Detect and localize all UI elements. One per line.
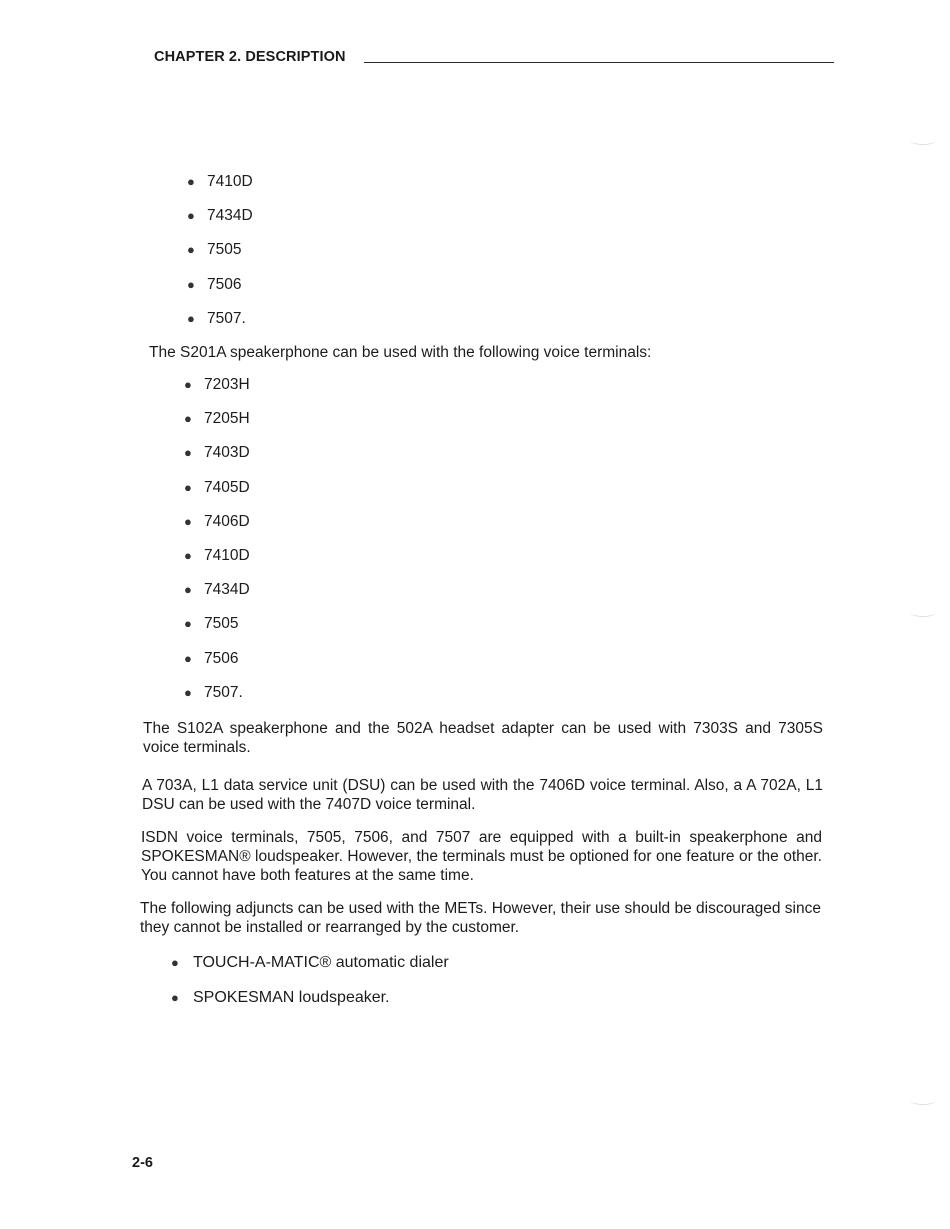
list-item: ● 7505: [184, 615, 239, 633]
bullet-icon: ●: [184, 616, 192, 632]
list-item: ● 7506: [184, 649, 239, 667]
paragraph-s102a: The S102A speakerphone and the 502A headset adapter can be used with 7303S and 7305S voice terminals.: [143, 720, 823, 756]
scan-edge-mark: [910, 1096, 936, 1105]
list-item: ● 7505: [187, 241, 242, 259]
bullet-icon: ●: [187, 242, 195, 258]
paragraph-adjuncts-intro: The following adjuncts can be used with the METs. However, their use should be discouraged since they cannot be installed or rearranged by the customer.: [140, 900, 821, 936]
bullet-icon: ●: [184, 582, 192, 598]
bullet-icon: ●: [171, 990, 179, 1005]
adjunct-list: [171, 953, 449, 1023]
list-item: ● 7405D: [184, 478, 250, 496]
chapter-header: [154, 49, 834, 65]
list-item: ● 7406D: [184, 512, 250, 530]
bullet-icon: ●: [184, 547, 192, 563]
bullet-icon: ●: [184, 684, 192, 700]
list-item: ● 7434D: [184, 581, 250, 599]
bullet-icon: ●: [184, 411, 192, 427]
scan-edge-mark: [910, 136, 936, 145]
bullet-icon: ●: [184, 479, 192, 495]
header-rule: [364, 62, 834, 63]
list-item: ● 7203H: [184, 376, 250, 393]
page-number: 2-6: [132, 1155, 153, 1171]
bullet-icon: ●: [187, 276, 195, 292]
paragraph-s201a-intro: The S201A speakerphone can be used with the following voice terminals:: [149, 344, 652, 361]
paragraph-isdn-terminals: ISDN voice terminals, 7505, 7506, and 7507 are equipped with a built-in speakerphone and SPOKESMAN® loudspeaker. However, the terminals must be optioned for one feature or the other. You cannot have both features at the same time.: [141, 829, 822, 884]
list-item: ● 7403D: [184, 444, 250, 462]
bullet-icon: ●: [187, 174, 195, 189]
list-item: ● 7434D: [187, 207, 253, 225]
list-item: ● 7205H: [184, 410, 250, 428]
bullet-icon: ●: [184, 650, 192, 666]
list-item: ● SPOKESMAN loudspeaker.: [171, 989, 390, 1006]
scan-edge-mark: [910, 608, 936, 617]
list-item: ● 7507.: [187, 309, 246, 327]
list-item: ● TOUCH-A-MATIC® automatic dialer: [171, 954, 449, 971]
paragraph-703a-dsu: A 703A, L1 data service unit (DSU) can be used with the 7406D voice terminal. Also, a A 702A, L1 DSU can be used with the 7407D voice terminal.: [142, 777, 823, 813]
list-item: ● 7507.: [184, 683, 243, 701]
chapter-title: CHAPTER 2. DESCRIPTION: [154, 49, 346, 65]
bullet-icon: ●: [187, 208, 195, 224]
list-item: ● 7410D: [187, 173, 253, 190]
bullet-icon: ●: [184, 513, 192, 529]
list-item: ● 7506: [187, 275, 242, 293]
bullet-icon: ●: [184, 377, 192, 392]
list-item: ● 7410D: [184, 546, 250, 564]
bullet-icon: ●: [184, 445, 192, 461]
s201a-terminal-list: [184, 375, 250, 717]
terminal-list-continued: [187, 172, 253, 343]
bullet-icon: ●: [187, 310, 195, 326]
bullet-icon: ●: [171, 955, 179, 970]
